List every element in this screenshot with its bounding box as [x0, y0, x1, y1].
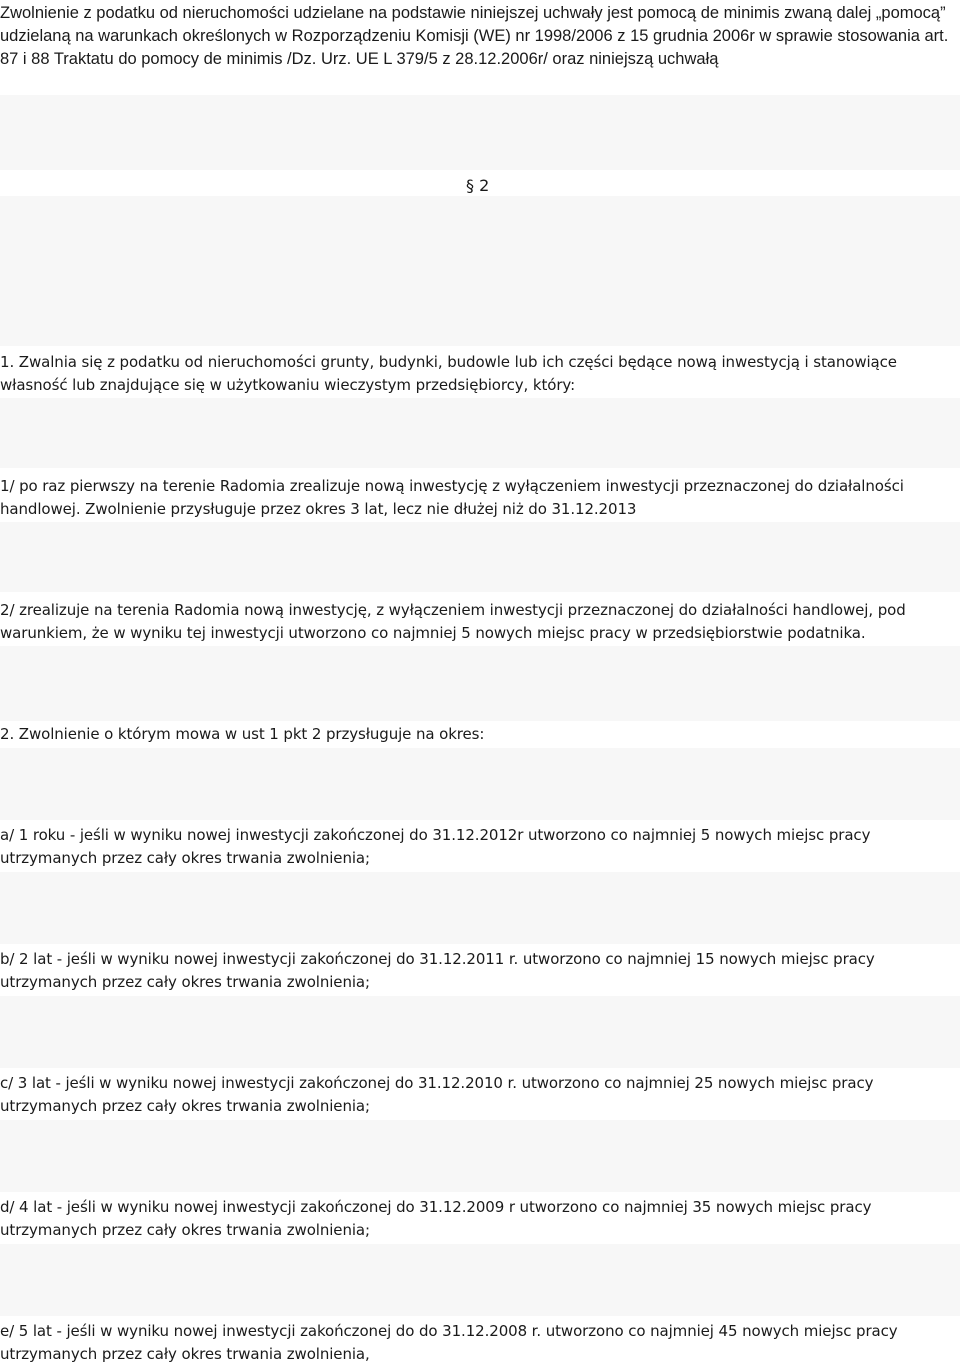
- paragraph-2-item-d: d/ 4 lat - jeśli w wyniku nowej inwestycji zakończonej do 31.12.2009 r utworzono co najmniej 35 nowych miejsc pracy utrzymanych przez cały okres trwania zwolnienia;: [0, 1198, 872, 1239]
- spacer-band: [0, 1244, 960, 1316]
- paragraph-2: 2. Zwolnienie o którym mowa w ust 1 pkt 2 przysługuje na okres:: [0, 725, 485, 743]
- spacer-band: [0, 1120, 960, 1192]
- paragraph-1-point-1: 1/ po raz pierwszy na terenie Radomia zrealizuje nową inwestycję z wyłączeniem inwestycji przeznaczonej do działalności handlowej. Zwolnienie przysługuje przez okres 3 lat, lecz nie dłużej niż do 31.12.2013: [0, 477, 904, 518]
- paragraph-1: 1. Zwalnia się z podatku od nieruchomości grunty, budynki, budowle lub ich części będące nową inwestycją i stanowiące własność lub znajdujące się w użytkowaniu wieczystym przedsiębiorcy, który:: [0, 353, 897, 394]
- paragraph-1-point-2: 2/ zrealizuje na terenia Radomia nową inwestycję, z wyłączeniem inwestycji przeznaczonej do działalności handlowej, pod warunkiem, że w wyniku tej inwestycji utworzono co najmniej 5 nowych miejsc pracy w przedsiębiorstwie podatnika.: [0, 601, 906, 642]
- spacer-band: [0, 646, 960, 721]
- intro-paragraph: Zwolnienie z podatku od nieruchomości udzielane na podstawie niniejszej uchwały jest pomocą de minimis zwaną dalej „pomocą” udzielaną na warunkach określonych w Rozporządzeniu Komisji (WE) nr 1998/2006 z 15 grudnia 2006r w sprawie stosowania art. 87 i 88 Traktatu do pomocy de minimis /Dz. Urz. UE L 379/5 z 28.12.2006r/ oraz niniejszą uchwałą: [0, 4, 949, 68]
- section-mark: § 2: [466, 176, 490, 195]
- spacer-band: [0, 522, 960, 592]
- spacer-band: [0, 872, 960, 944]
- paragraph-2-item-b: b/ 2 lat - jeśli w wyniku nowej inwestycji zakończonej do 31.12.2011 r. utworzono co najmniej 15 nowych miejsc pracy utrzymanych przez cały okres trwania zwolnienia;: [0, 950, 875, 991]
- paragraph-2-item-a: a/ 1 roku - jeśli w wyniku nowej inwestycji zakończonej do 31.12.2012r utworzono co najmniej 5 nowych miejsc pracy utrzymanych przez cały okres trwania zwolnienia;: [0, 826, 871, 867]
- spacer-band: [0, 196, 960, 346]
- spacer-band: [0, 996, 960, 1068]
- spacer-band: [0, 398, 960, 468]
- paragraph-2-item-e: e/ 5 lat - jeśli w wyniku nowej inwestycji zakończonej do do 31.12.2008 r. utworzono co najmniej 45 nowych miejsc pracy utrzymanych przez cały okres trwania zwolnienia,: [0, 1322, 898, 1363]
- spacer-band: [0, 748, 960, 820]
- spacer-band: [0, 95, 960, 170]
- paragraph-2-item-c: c/ 3 lat - jeśli w wyniku nowej inwestycji zakończonej do 31.12.2010 r. utworzono co najmniej 25 nowych miejsc pracy utrzymanych przez cały okres trwania zwolnienia;: [0, 1074, 874, 1115]
